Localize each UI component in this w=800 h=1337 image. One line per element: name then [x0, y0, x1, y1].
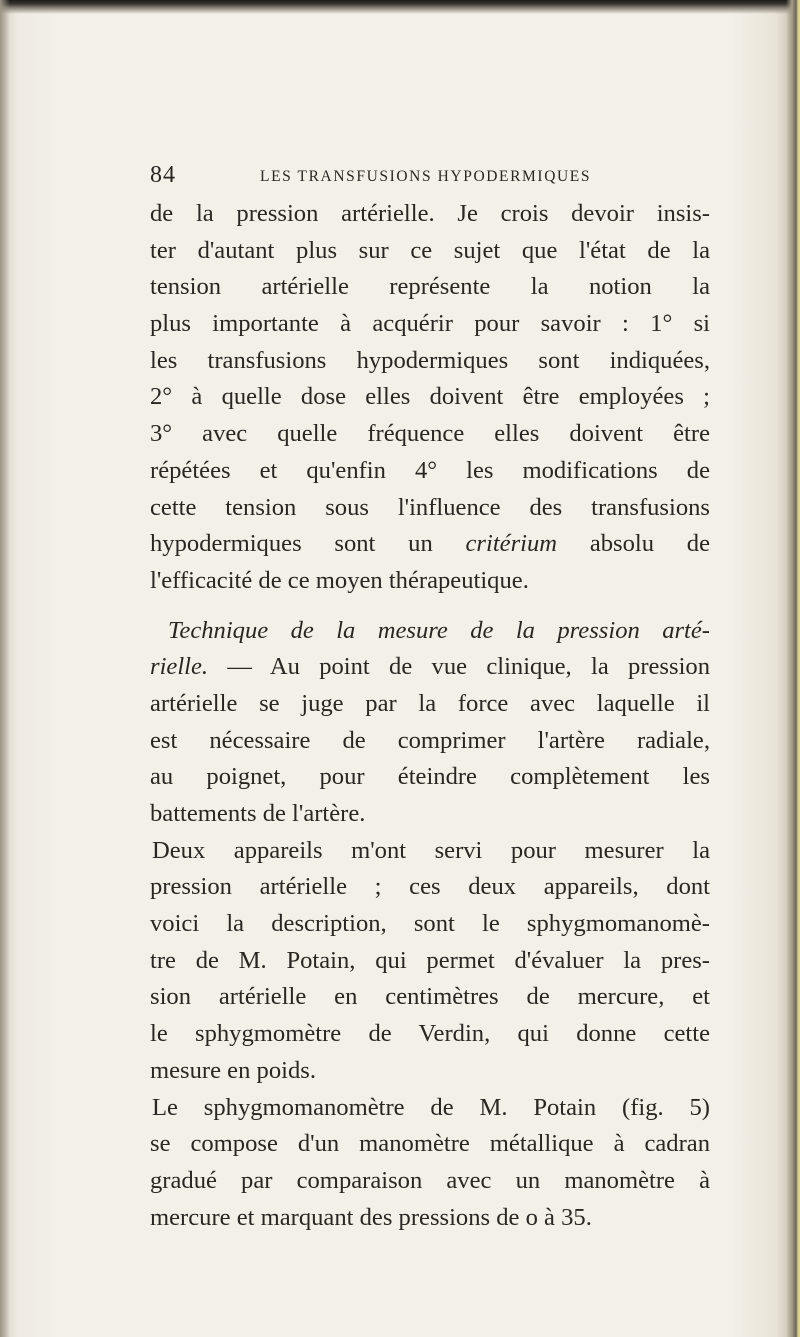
text-line: battements de l'artère. — [150, 800, 366, 827]
section-heading: Technique de la mesure de la pression arté- — [168, 616, 710, 644]
italic-term: critérium — [465, 530, 558, 558]
text-line: voici la description, sont le sphygmomanomè- — [150, 910, 710, 938]
text-line: ter d'autant plus sur ce sujet que l'état de la — [150, 236, 710, 264]
text-line: répétées et qu'enfin 4° les modifications de — [150, 456, 710, 484]
running-head-title: LES TRANSFUSIONS HYPODERMIQUES — [260, 168, 592, 185]
text-line: mercure et marquant des pressions de o à 35. — [150, 1203, 592, 1231]
text-line: Le sphygmomanomètre de M. Potain (fig. 5) — [152, 1093, 710, 1121]
section-heading-end: rielle. — [150, 653, 209, 681]
text-line: artérielle se juge par la force avec laquelle il — [150, 689, 710, 717]
text-fragment: absolu de — [589, 530, 710, 558]
text-line: gradué par comparaison avec un manomètre à — [150, 1166, 710, 1194]
book-spine-edge — [786, 0, 800, 1337]
page-number: 84 — [150, 162, 176, 188]
text-line: est nécessaire de comprimer l'artère radiale, — [150, 726, 710, 754]
text-line: 2° à quelle dose elles doivent être employées ; — [150, 383, 710, 411]
text-line: les transfusions hypodermiques sont indiquées, — [150, 346, 710, 374]
text-line: tension artérielle représente la notion la — [150, 273, 710, 301]
page-top-edge — [0, 0, 800, 14]
text-line: se compose d'un manomètre métallique à cadran — [150, 1130, 710, 1158]
text-line: le sphygmomètre de Verdin, qui donne cette — [150, 1020, 710, 1048]
text-fragment: — Au point de vue clinique, la pression — [208, 653, 710, 681]
text-line: l'efficacité de ce moyen thérapeutique. — [150, 566, 529, 594]
text-line: 3° avec quelle fréquence elles doivent être — [150, 420, 710, 448]
body-text — [150, 196, 710, 1236]
text-line: Deux appareils m'ont servi pour mesurer la — [152, 836, 710, 864]
text-line: au poignet, pour éteindre complètement les — [150, 763, 710, 791]
text-line: cette tension sous l'influence des transfusions — [150, 493, 710, 521]
text-line-mixed — [150, 526, 710, 563]
text-line: plus importante à acquérir pour savoir : 1° si — [150, 310, 710, 338]
text-line: de la pression artérielle. Je crois devoir insis- — [150, 200, 710, 227]
section-heading-line — [150, 613, 710, 650]
running-head — [150, 160, 710, 190]
page-left-shadow — [0, 0, 10, 1337]
text-line: mesure en poids. — [150, 1056, 316, 1084]
text-fragment: hypodermiques sont un — [150, 530, 433, 558]
text-line: pression artérielle ; ces deux appareils, dont — [150, 873, 710, 901]
text-line: tre de M. Potain, qui permet d'évaluer la pres- — [150, 946, 710, 974]
text-line: sion artérielle en centimètres de mercure, et — [150, 983, 710, 1011]
paragraph-gap — [150, 600, 710, 613]
text-line-mixed — [150, 649, 710, 686]
